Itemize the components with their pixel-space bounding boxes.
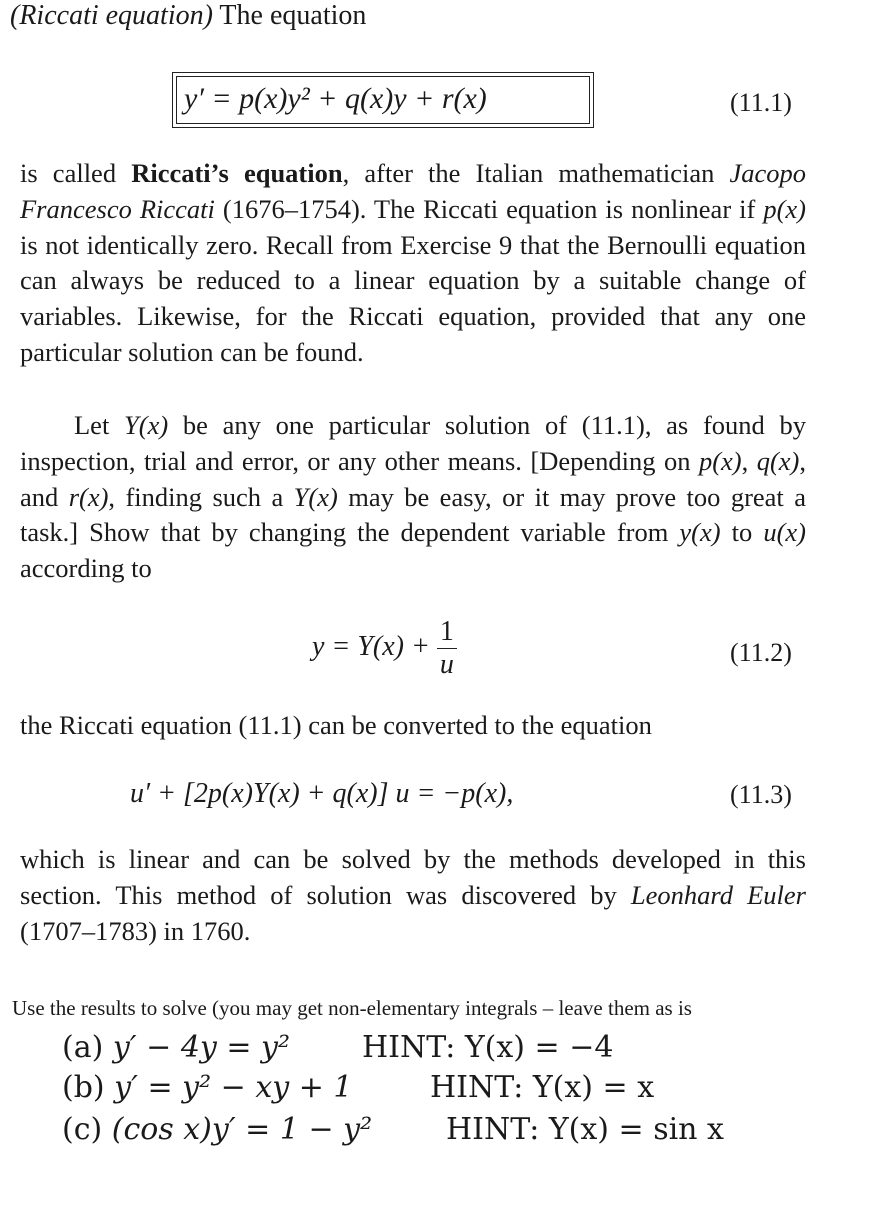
p4-person-name: Leonhard Euler <box>630 879 806 910</box>
p2-Yx2: Y(x) <box>293 481 338 512</box>
p1-px: p(x) <box>763 193 806 224</box>
part-b-hint: HINT: Y(x) = x <box>430 1070 655 1105</box>
question-prompt: Use the results to solve (you may get non-elementary integrals – leave them as is <box>12 996 692 1020</box>
p1-person-name: Jacopo Francesco Riccati <box>20 158 807 224</box>
p1-bold-term: Riccati’s equation <box>131 158 343 188</box>
p2-t6: according to <box>20 553 152 584</box>
part-b <box>62 1070 353 1105</box>
part-b-equation: y′ = y² − xy + 1 <box>114 1070 353 1105</box>
part-a-label: (a) <box>62 1030 104 1065</box>
eq2-fraction <box>437 616 457 681</box>
p2-yx: y(x) <box>679 517 721 548</box>
p2-c2: , and <box>20 445 806 512</box>
p2-rx: r(x) <box>68 481 109 512</box>
p2-ux: u(x) <box>763 517 806 548</box>
part-b-label: (b) <box>62 1070 105 1105</box>
equation-number-11-2: (11.2) <box>730 638 792 667</box>
p2-t2: be any one particular solution of (11.1), as found by inspection, trial and error, or any other means. [Depending on <box>20 410 807 476</box>
exercise-heading <box>10 0 366 32</box>
p2-t5: to <box>720 517 764 548</box>
p2-t3: , finding such a <box>108 481 294 512</box>
p4-t1: which is linear and can be solved by the methods developed in this section. This method of solution was discovered by <box>20 844 806 910</box>
eq2-denominator: u <box>439 649 454 680</box>
p2-px: p(x) <box>698 445 742 476</box>
p4-t2: (1707–1783) in 1760. <box>20 915 251 946</box>
part-a-hint: HINT: Y(x) = −4 <box>362 1030 614 1065</box>
p2-qx: q(x) <box>756 445 800 476</box>
p2-t4: may be easy, or it may prove too great a task.] Show that by changing the dependent variable from <box>20 481 806 548</box>
part-c-equation: (cos x)y′ = 1 − y² <box>111 1112 373 1147</box>
heading-rest: The equation <box>212 0 367 31</box>
p1-mid2: (1676–1754). The Riccati equation is nonlinear if <box>214 193 764 224</box>
part-c-label: (c) <box>62 1112 103 1147</box>
paragraph-definition <box>20 156 806 371</box>
equation-number-11-3: (11.3) <box>730 780 792 809</box>
eq2-lhs: y = Y(x) + <box>312 630 437 662</box>
paragraph-substitution <box>20 408 806 587</box>
p1-rest: is not identically zero. Recall from Exercise 9 that the Bernoulli equation can always be reduced to a linear equation by a suitable change of variables. Likewise, for the Riccati equation, provided that any one particular solution can be found. <box>20 229 806 367</box>
p2-Yx: Y(x) <box>124 410 169 440</box>
p2-c1: , <box>741 445 757 476</box>
equation-11-1: y′ = p(x)y² + q(x)y + r(x) <box>184 82 487 115</box>
part-a-equation: y′ − 4y = y² <box>112 1030 291 1065</box>
heading-title: (Riccati equation) <box>10 0 213 31</box>
paragraph-conversion: the Riccati equation (11.1) can be converted to the equation <box>20 710 652 740</box>
equation-number-11-1: (11.1) <box>730 88 792 117</box>
part-c <box>62 1112 372 1147</box>
p1-mid1: , after the Italian mathematician <box>342 158 730 188</box>
eq2-numerator: 1 <box>437 616 457 649</box>
part-c-hint: HINT: Y(x) = sin x <box>446 1112 724 1147</box>
equation-11-2 <box>312 616 457 681</box>
paragraph-conclusion <box>20 842 806 949</box>
p1-pre: is called <box>20 158 132 188</box>
equation-11-3: u′ + [2p(x)Y(x) + q(x)] u = −p(x), <box>130 778 514 809</box>
part-a <box>62 1030 290 1065</box>
p2-t1: Let <box>74 410 125 440</box>
